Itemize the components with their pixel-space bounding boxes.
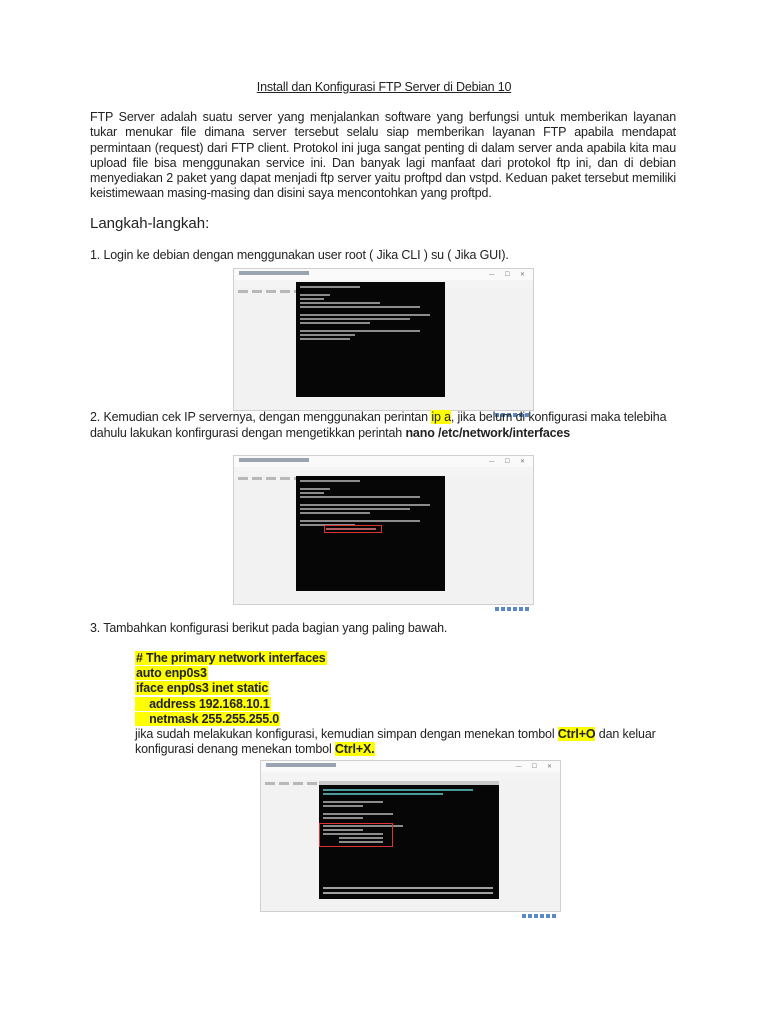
annotation-box [324,525,382,533]
step-1-text: 1. Login ke debian dengan menggunakan user root ( Jika CLI ) su ( Jika GUI). [90,248,509,262]
document-title: Install dan Konfigurasi FTP Server di Debian 10 [256,80,512,94]
step-2-text-line2: dahulu lakukan konfirgurasi dengan mengetikkan perintah nano /etc/network/interfaces [90,426,571,440]
terminal-window [319,781,499,899]
screenshot-ip-a: — ☐ ✕ [233,455,534,605]
intro-paragraph: FTP Server adalah suatu server yang menjalankan software yang berfungsi untuk memberikan layanan tukar menukar file dimana server tersebut selalu siap memberikan layanan FTP apabila mendapat permintaan (request) dari FTP client. Protokol ini juga sangat penting di dalam server anda apabila kita mau upload file bisa menggunakan service ini. Dan banyak lagi manfaat dari protokol ftp ini, dan di debian menyediakan 2 paket yang dapat menjadi ftp server yaitu proftpd dan vstpd. Keduan paket tersebut memiliki keistimewaan masing-masing dan disini saya mencontohkan yang proftpd. [90,110,676,201]
command-nano-interfaces: nano /etc/network/interfaces [405,426,571,440]
annotation-box [319,823,393,847]
save-note-text-line2: konfigurasi denang menekan tombol Ctrl+X. [135,742,375,756]
code-line: auto enp0s3 [136,666,207,681]
terminal-window [296,282,445,397]
key-ctrl-x: Ctrl+X. [334,742,375,756]
key-ctrl-o: Ctrl+O [557,727,596,741]
terminal-window [296,476,445,591]
code-line: netmask 255.255.255.0 [136,711,280,726]
code-line: address 192.168.10.1 [136,696,270,711]
code-line: iface enp0s3 inet static [136,681,269,696]
screenshot-login: — ☐ ✕ [233,268,534,411]
code-line: # The primary network interfaces [136,651,326,665]
step-3-text: 3. Tambahkan konfigurasi berikut pada bagian yang paling bawah. [90,621,448,635]
section-heading: Langkah-langkah: [90,215,210,232]
step-2-text: 2. Kemudian cek IP servernya, dengan menggunakan perintan ip a, jika belum di konfigurasi maka telebiha [90,410,667,424]
command-ip-a: ip a [431,410,451,424]
screenshot-nano-editor: — ☐ ✕ [260,760,561,912]
config-code-block [135,651,327,727]
save-note-text: jika sudah melakukan konfigurasi, kemudian simpan dengan menekan tombol Ctrl+O dan keluar [135,727,656,741]
